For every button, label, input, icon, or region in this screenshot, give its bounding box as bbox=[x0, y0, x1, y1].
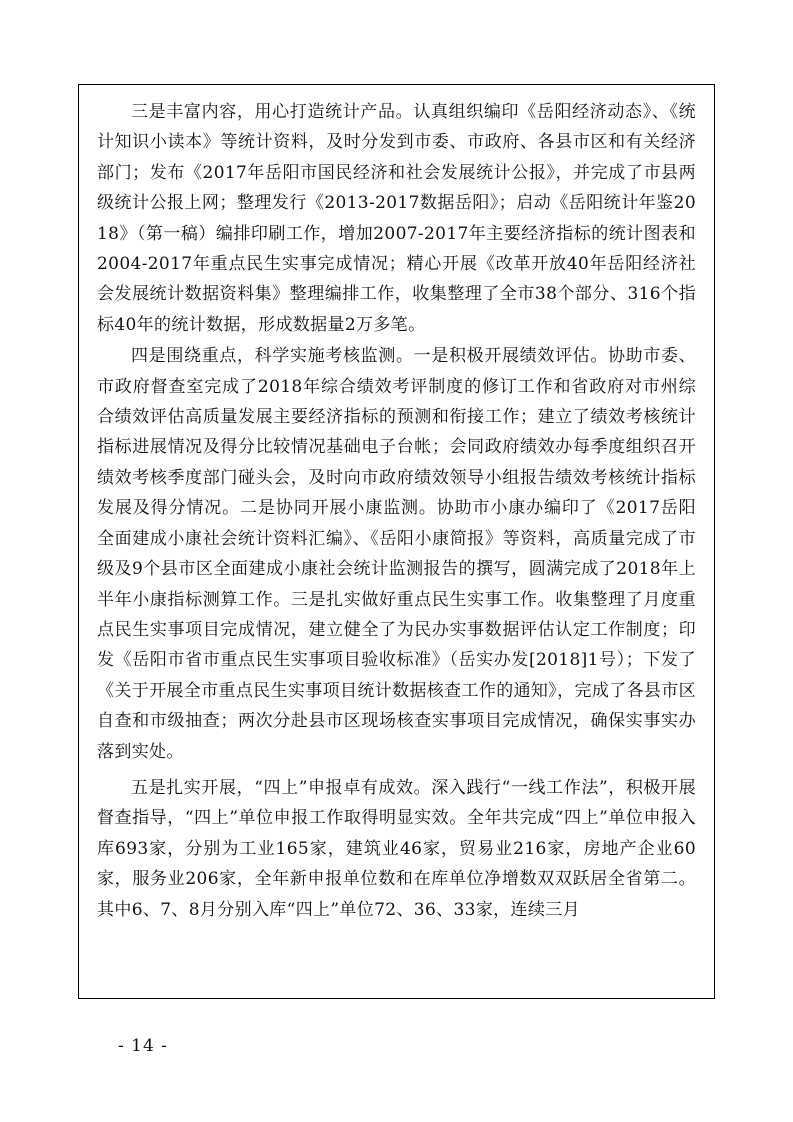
paragraph-statistical-products: 三是丰富内容，用心打造统计产品。认真组织编印《岳阳经济动态》、《统计知识小读本》等统计资料，及时分发到市委、市政府、各县市区和有关经济部门；发布《2017年岳阳市国民经济和社会发展统计公报》，并完成了市县两级统计公报上网；整理发行《2013-2017数据岳阳》；启动《岳阳统计年鉴2018》（第一稿）编排印刷工作，增加2007-2017年主要经济指标的统计图表和2004-2017年重点民生实事完成情况；精心开展《改革开放40年岳阳经济社会发展统计数据资料集》整理编排工作，收集整理了全市38个部分、316个指标40年的统计数据，形成数据量2万多笔。 bbox=[97, 102, 696, 335]
paragraph-assessment-monitoring: 四是围绕重点，科学实施考核监测。一是积极开展绩效评估。协助市委、市政府督查室完成了2018年综合绩效考评制度的修订工作和省政府对市州综合绩效评估高质量发展主要经济指标的预测和衔接工作；建立了绩效考核统计指标进展情况及得分比较情况基础电子台帐；会同政府绩效办每季度组织召开绩效考核季度部门碰头会，及时向市政府绩效领导小组报告绩效考核统计指标发展及得分情况。二是协同开展小康监测。协助市小康办编印了《2017岳阳全面建成小康社会统计资料汇编》、《岳阳小康简报》等资料，高质量完成了市级及9个县市区全面建成小康社会统计监测报告的撰写，圆满完成了2018年上半年小康指标测算工作。三是扎实做好重点民生实事工作。收集整理了月度重点民生实事项目完成情况，建立健全了为民办实事数据评估认定工作制度；印发《岳阳市省市重点民生实事项目验收标准》（岳实办发[2018]1号）；下发了《关于开展全市重点民生实事项目统计数据核查工作的通知》，完成了各县市区自查和市级抽查；两次分赴县市区现场核查实事项目完成情况，确保实事实办落到实处。 bbox=[97, 346, 696, 762]
paragraph-four-above-reporting: 五是扎实开展，“四上”申报卓有成效。深入践行“一线工作法”，积极开展督查指导，“四上”单位申报工作取得明显实效。全年共完成“四上”单位申报入库693家，分别为工业165家，建筑业46家，贸易业216家，房地产企业60家，服务业206家，全年新申报单位数和在库单位净增数双双跃居全省第二。其中6、7、8月分别入库“四上”单位72、36、33家，连续三月 bbox=[97, 777, 696, 920]
page-number: - 14 - bbox=[118, 1036, 168, 1056]
content-frame bbox=[78, 84, 715, 999]
